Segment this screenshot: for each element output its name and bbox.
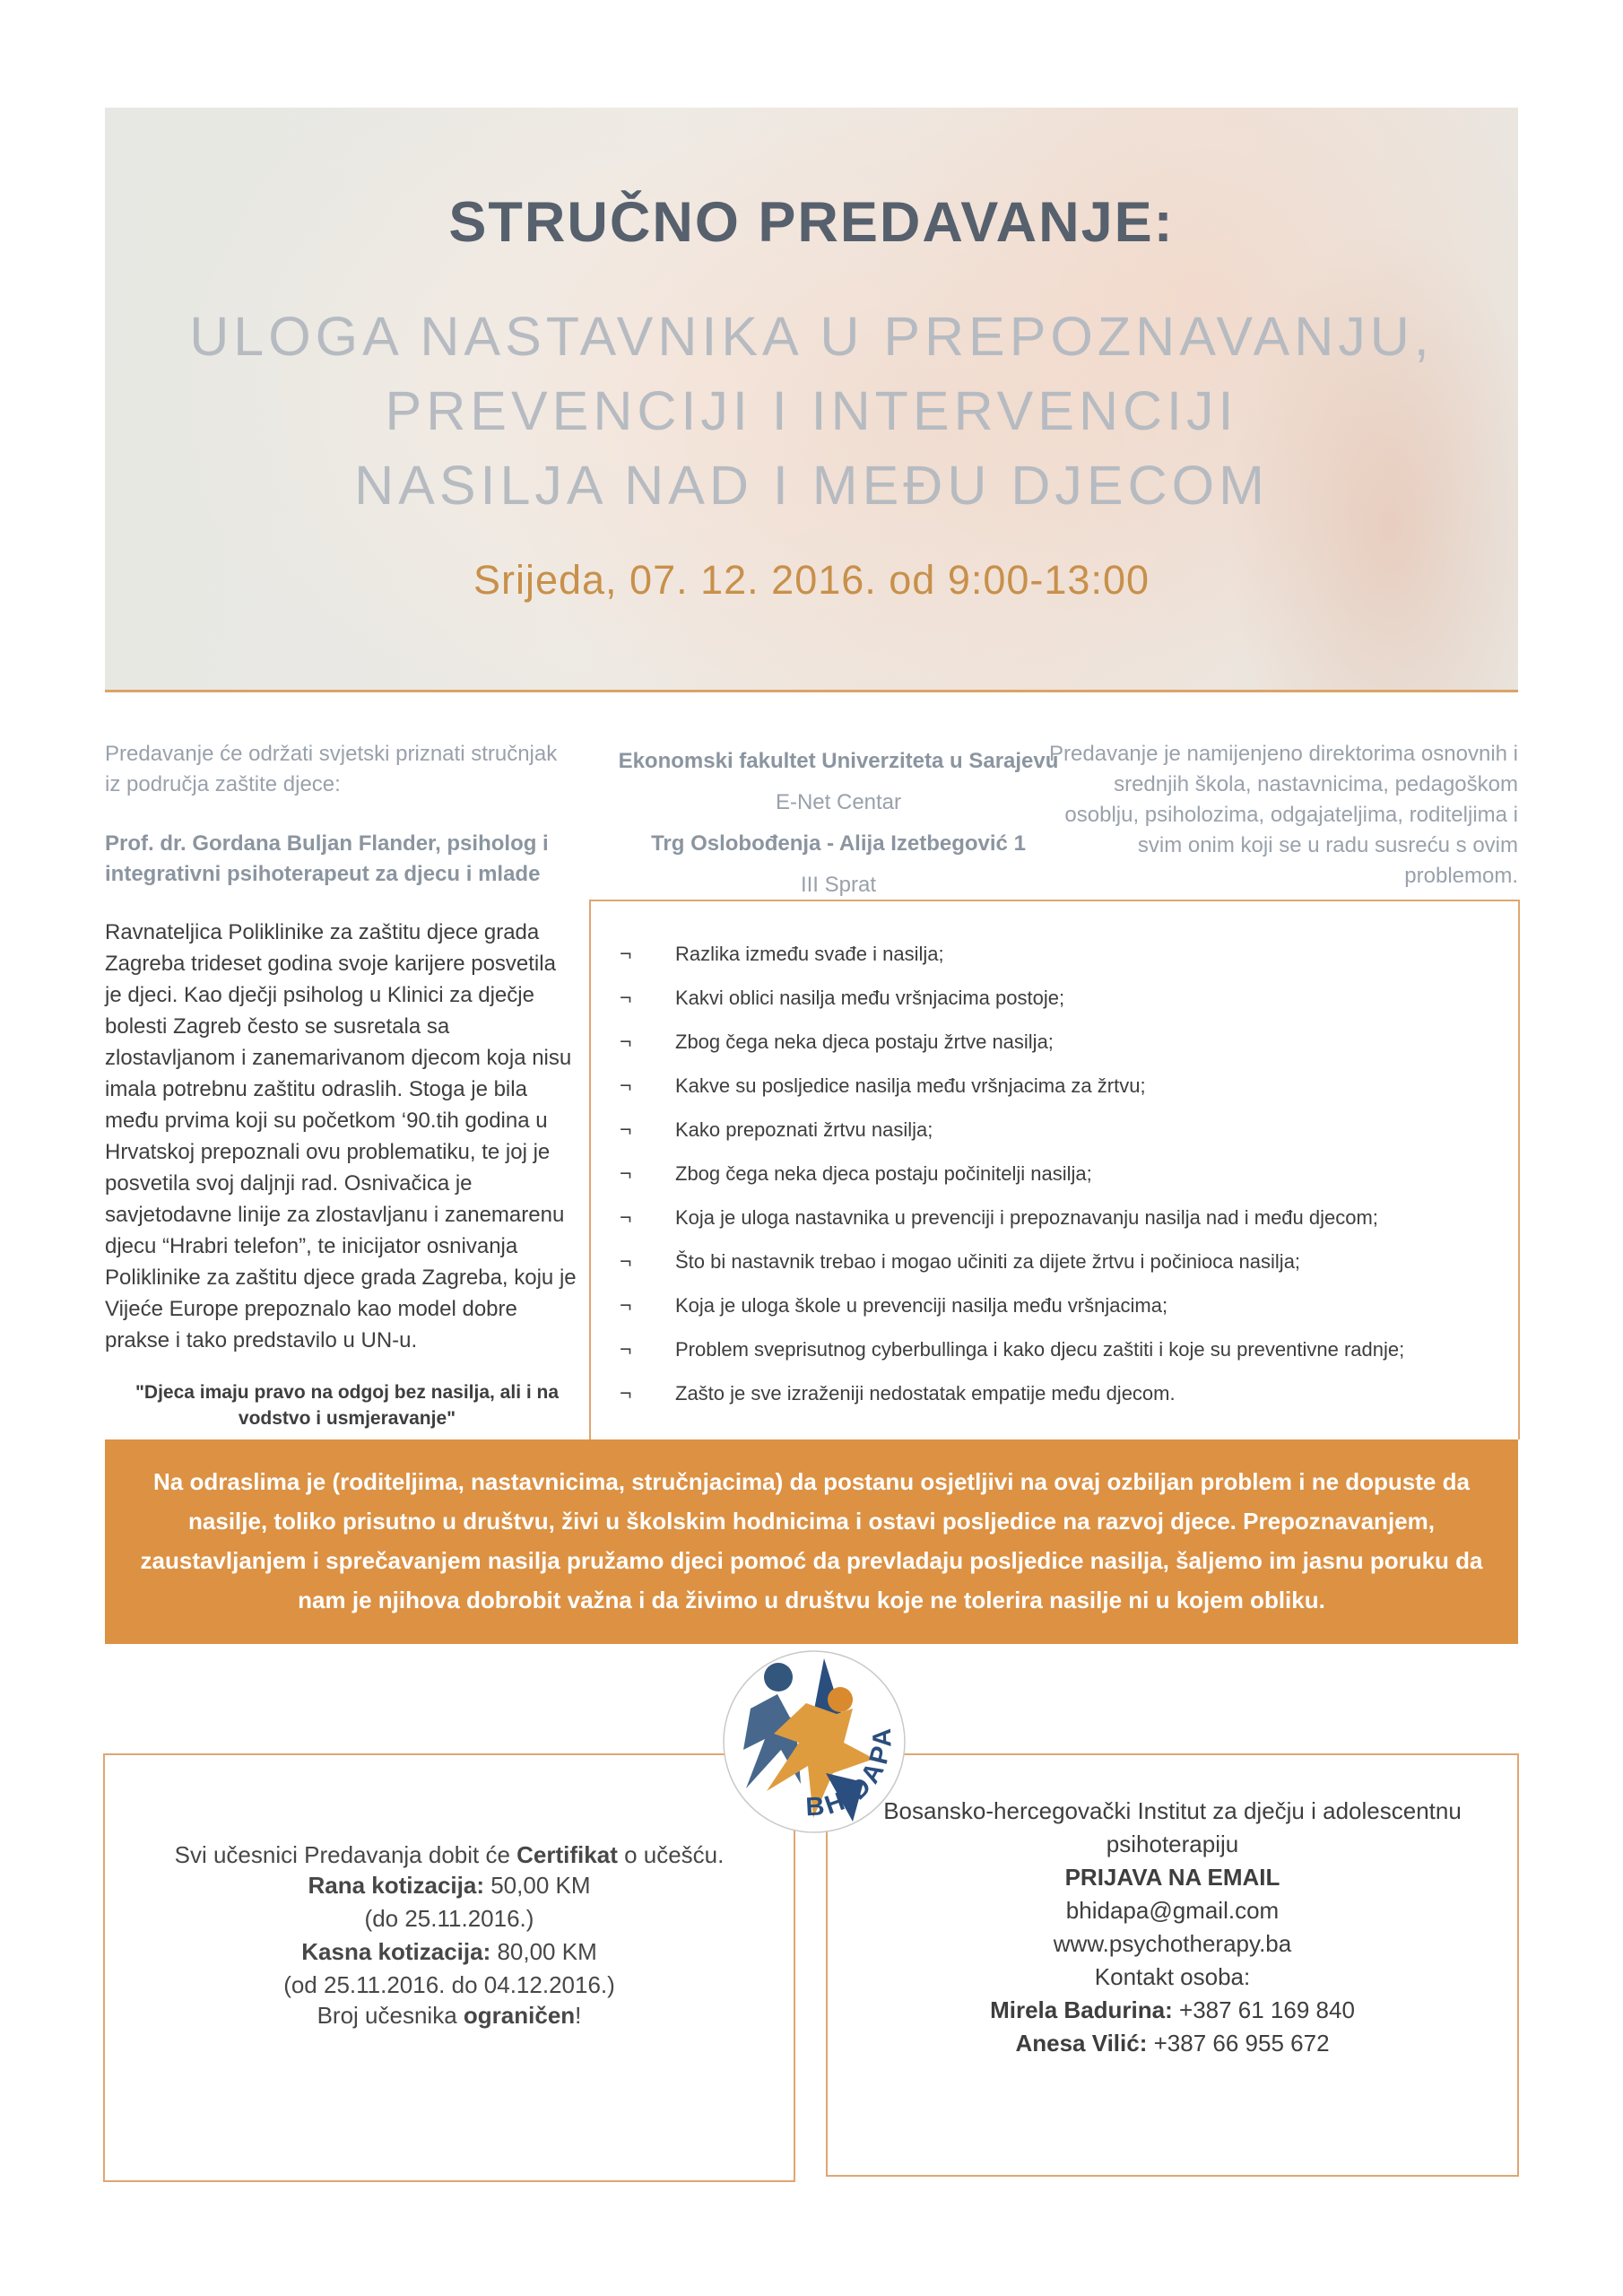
logo-figure-blue-head — [764, 1663, 793, 1692]
topic-text: Kakve su posljedice nasilja među vršnjacima za žrtvu; — [675, 1074, 1146, 1097]
topic-bullet-glyph: ¬ — [620, 1161, 632, 1185]
contact1-phone: +387 61 169 840 — [1172, 1996, 1355, 2023]
topic-item — [620, 1283, 1518, 1327]
venue-address: Trg Oslobođenja - Alija Izetbegović 1 — [651, 831, 1026, 856]
bhidapa-logo — [722, 1649, 907, 1834]
hero-subtitle-line: ULOGA NASTAVNIKA U PREPOZNAVANJU, — [189, 306, 1434, 367]
topic-item — [620, 976, 1518, 1020]
certificate-line-post: o učešću. — [617, 1841, 725, 1868]
early-fee-value: 50,00 KM — [484, 1872, 591, 1899]
contact-box — [826, 1753, 1519, 2177]
topic-item — [620, 1371, 1518, 1415]
contact2-name: Anesa Vilić: — [1015, 2030, 1148, 2057]
topic-item — [620, 1152, 1518, 1196]
apply-title: PRIJAVA NA EMAIL — [1064, 1864, 1280, 1891]
topic-item — [620, 1020, 1518, 1064]
late-fee — [105, 1935, 794, 2002]
certificate-word: Certifikat — [516, 1841, 618, 1868]
early-fee-label: Rana kotizacija: — [308, 1872, 484, 1899]
topic-bullet-glyph: ¬ — [620, 1205, 632, 1229]
topic-text: Zbog čega neka djeca postaju žrtve nasilja; — [675, 1030, 1054, 1053]
audience-text: Predavanje je namijenjeno direktorima osnovnih i srednjih škola, nastavnicima, pedagoškom osoblju, psiholozima, odgajateljima, roditeljima i svim onim koji se u radu susreću s ovim problemom. — [1049, 742, 1518, 888]
topic-bullet-glyph: ¬ — [620, 1249, 632, 1273]
limit-word: ograničen — [463, 2002, 576, 2029]
limit-post: ! — [575, 2002, 582, 2029]
event-date: Srijeda, 07. 12. 2016. od 9:00-13:00 — [473, 557, 1150, 603]
topic-item — [620, 1327, 1518, 1371]
early-fee — [105, 1869, 794, 1935]
audience-column — [1040, 739, 1518, 891]
late-fee-label: Kasna kotizacija: — [301, 1938, 491, 1965]
speaker-column — [105, 739, 575, 890]
topic-text: Problem sveprisutnog cyberbullinga i kako djecu zaštiti i koje su preventivne radnje; — [675, 1337, 1405, 1361]
topic-text: Razlika između svađe i nasilja; — [675, 942, 944, 965]
logo-wordmark: BHIDAPA — [804, 1724, 898, 1822]
venue-column — [605, 741, 1072, 906]
topic-bullet-glyph: ¬ — [620, 1030, 632, 1053]
contact2-phone: +387 66 955 672 — [1147, 2030, 1330, 2057]
topic-bullet-glyph: ¬ — [620, 1074, 632, 1097]
topic-bullet-glyph: ¬ — [620, 1381, 632, 1405]
topic-bullet-glyph: ¬ — [620, 986, 632, 1009]
venue-name: Ekonomski fakultet Univerziteta u Sarajevu — [618, 749, 1059, 773]
certificate-box — [103, 1753, 795, 2182]
topic-text: Zbog čega neka djeca postaju počinitelji nasilja; — [675, 1161, 1092, 1185]
organization-name: Bosansko-hercegovački Institut za dječju i adolescentnu psihoterapiju — [883, 1797, 1462, 1857]
message-banner: Na odraslima je (roditeljima, nastavnicima, stručnjacima) da postanu osjetljivi na ovaj ozbiljan problem i ne dopuste da nasilje, toliko prisutno u društvu, živi u školskim hodnicima i ostavi posljedice na razvoj djece. Prepoznavanjem, zaustavljanjem i sprečavanjem nasilja pružamo djeci pomoć da prevladaju posljedice nasilja, šaljemo im jasnu poruku da nam je njihova dobrobit važna i da živimo u društvu koje ne tolerira nasilje ni u kojem obliku. — [105, 1439, 1518, 1644]
limit-pre: Broj učesnika — [317, 2002, 464, 2029]
topic-bullet-glyph: ¬ — [620, 1337, 632, 1361]
speaker-bio: Ravnateljica Poliklinike za zaštitu djece grada Zagreba trideset godina svoje karijere posvetila je djeci. Kao dječji psiholog u Klinici za dječje bolesti Zagreb često se susretala sa zlostavljanom i zanemarivanom djecom koja nisu imala potrebnu zaštitu odraslih. Stoga je bila među prvima koji su početkom ‘90.tih godina u Hrvatskoj prepoznali ovu problematiku, te joj je posvetila svoj daljnji rad. Osnivačica je savjetodavne linije za zlostavljanu i zanemarenu djecu “Hrabri telefon”, te inicijator osnivanja Poliklinike za zaštitu djece grada Zagreba, koju je Vijeće Europe prepoznalo kao model dobre prakse i tako predstavilo u UN-u. — [105, 920, 577, 1352]
topic-bullet-glyph: ¬ — [620, 1118, 632, 1141]
hero-subtitle — [105, 300, 1518, 523]
page-title: STRUČNO PREDAVANJE: — [448, 191, 1175, 254]
topic-item — [620, 1108, 1518, 1152]
certificate-line-pre: Svi učesnici Predavanja dobit će — [174, 1841, 517, 1868]
topic-text: Kako prepoznati žrtvu nasilja; — [675, 1118, 933, 1141]
certificate-line — [105, 1755, 794, 1869]
early-fee-note: (do 25.11.2016.) — [364, 1905, 534, 1932]
topic-text: Što bi nastavnik trebao i mogao učiniti za dijete žrtvu i počinioca nasilja; — [675, 1249, 1301, 1273]
website-url: www.psychotherapy.ba — [1053, 1930, 1292, 1957]
late-fee-value: 80,00 KM — [490, 1938, 597, 1965]
contact1-name: Mirela Badurina: — [990, 1996, 1173, 2023]
hero-header — [105, 108, 1518, 692]
topic-item — [620, 1064, 1518, 1108]
hero-subtitle-line: PREVENCIJI I INTERVENCIJI — [385, 380, 1238, 441]
topic-text: Zašto je sve izraženiji nedostatak empatije među djecom. — [675, 1381, 1176, 1405]
topic-bullet-glyph: ¬ — [620, 942, 632, 965]
speaker-name: Prof. dr. Gordana Buljan Flander, psiholog i integrativni psihoterapeut za djecu i mlade — [105, 831, 549, 886]
topics-list — [591, 901, 1518, 1415]
apply-block — [828, 1861, 1517, 1961]
topic-item — [620, 1239, 1518, 1283]
topics-box — [589, 900, 1520, 1439]
topic-item — [620, 932, 1518, 976]
topic-text: Kakvi oblici nasilja među vršnjacima postoje; — [675, 986, 1065, 1009]
hero-subtitle-line: NASILJA NAD I MEĐU DJECOM — [354, 455, 1269, 516]
topic-bullet-glyph: ¬ — [620, 1293, 632, 1317]
contact-title: Kontakt osoba: — [1094, 1963, 1251, 1990]
topic-text: Koja je uloga nastavnika u prevenciji i prepoznavanju nasilja nad i među djecom; — [675, 1205, 1378, 1229]
venue-room: E-Net Centar — [775, 790, 902, 814]
limit-line — [105, 2002, 794, 2030]
topic-item — [620, 1196, 1518, 1239]
email-address: bhidapa@gmail.com — [1065, 1897, 1280, 1924]
topic-text: Koja je uloga škole u prevenciji nasilja među vršnjacima; — [675, 1293, 1168, 1317]
venue-floor: III Sprat — [800, 873, 877, 897]
logo-figure-gold-head — [828, 1687, 853, 1712]
contact-block — [828, 1961, 1517, 2060]
quote-text: "Djeca imaju pravo na odgoj bez nasilja, ali i na vodstvo i usmjeravanje" — [135, 1382, 560, 1429]
late-fee-note: (od 25.11.2016. do 04.12.2016.) — [283, 1971, 615, 1998]
speaker-intro: Predavanje će održati svjetski priznati stručnjak iz područja zaštite djece: — [105, 742, 558, 796]
